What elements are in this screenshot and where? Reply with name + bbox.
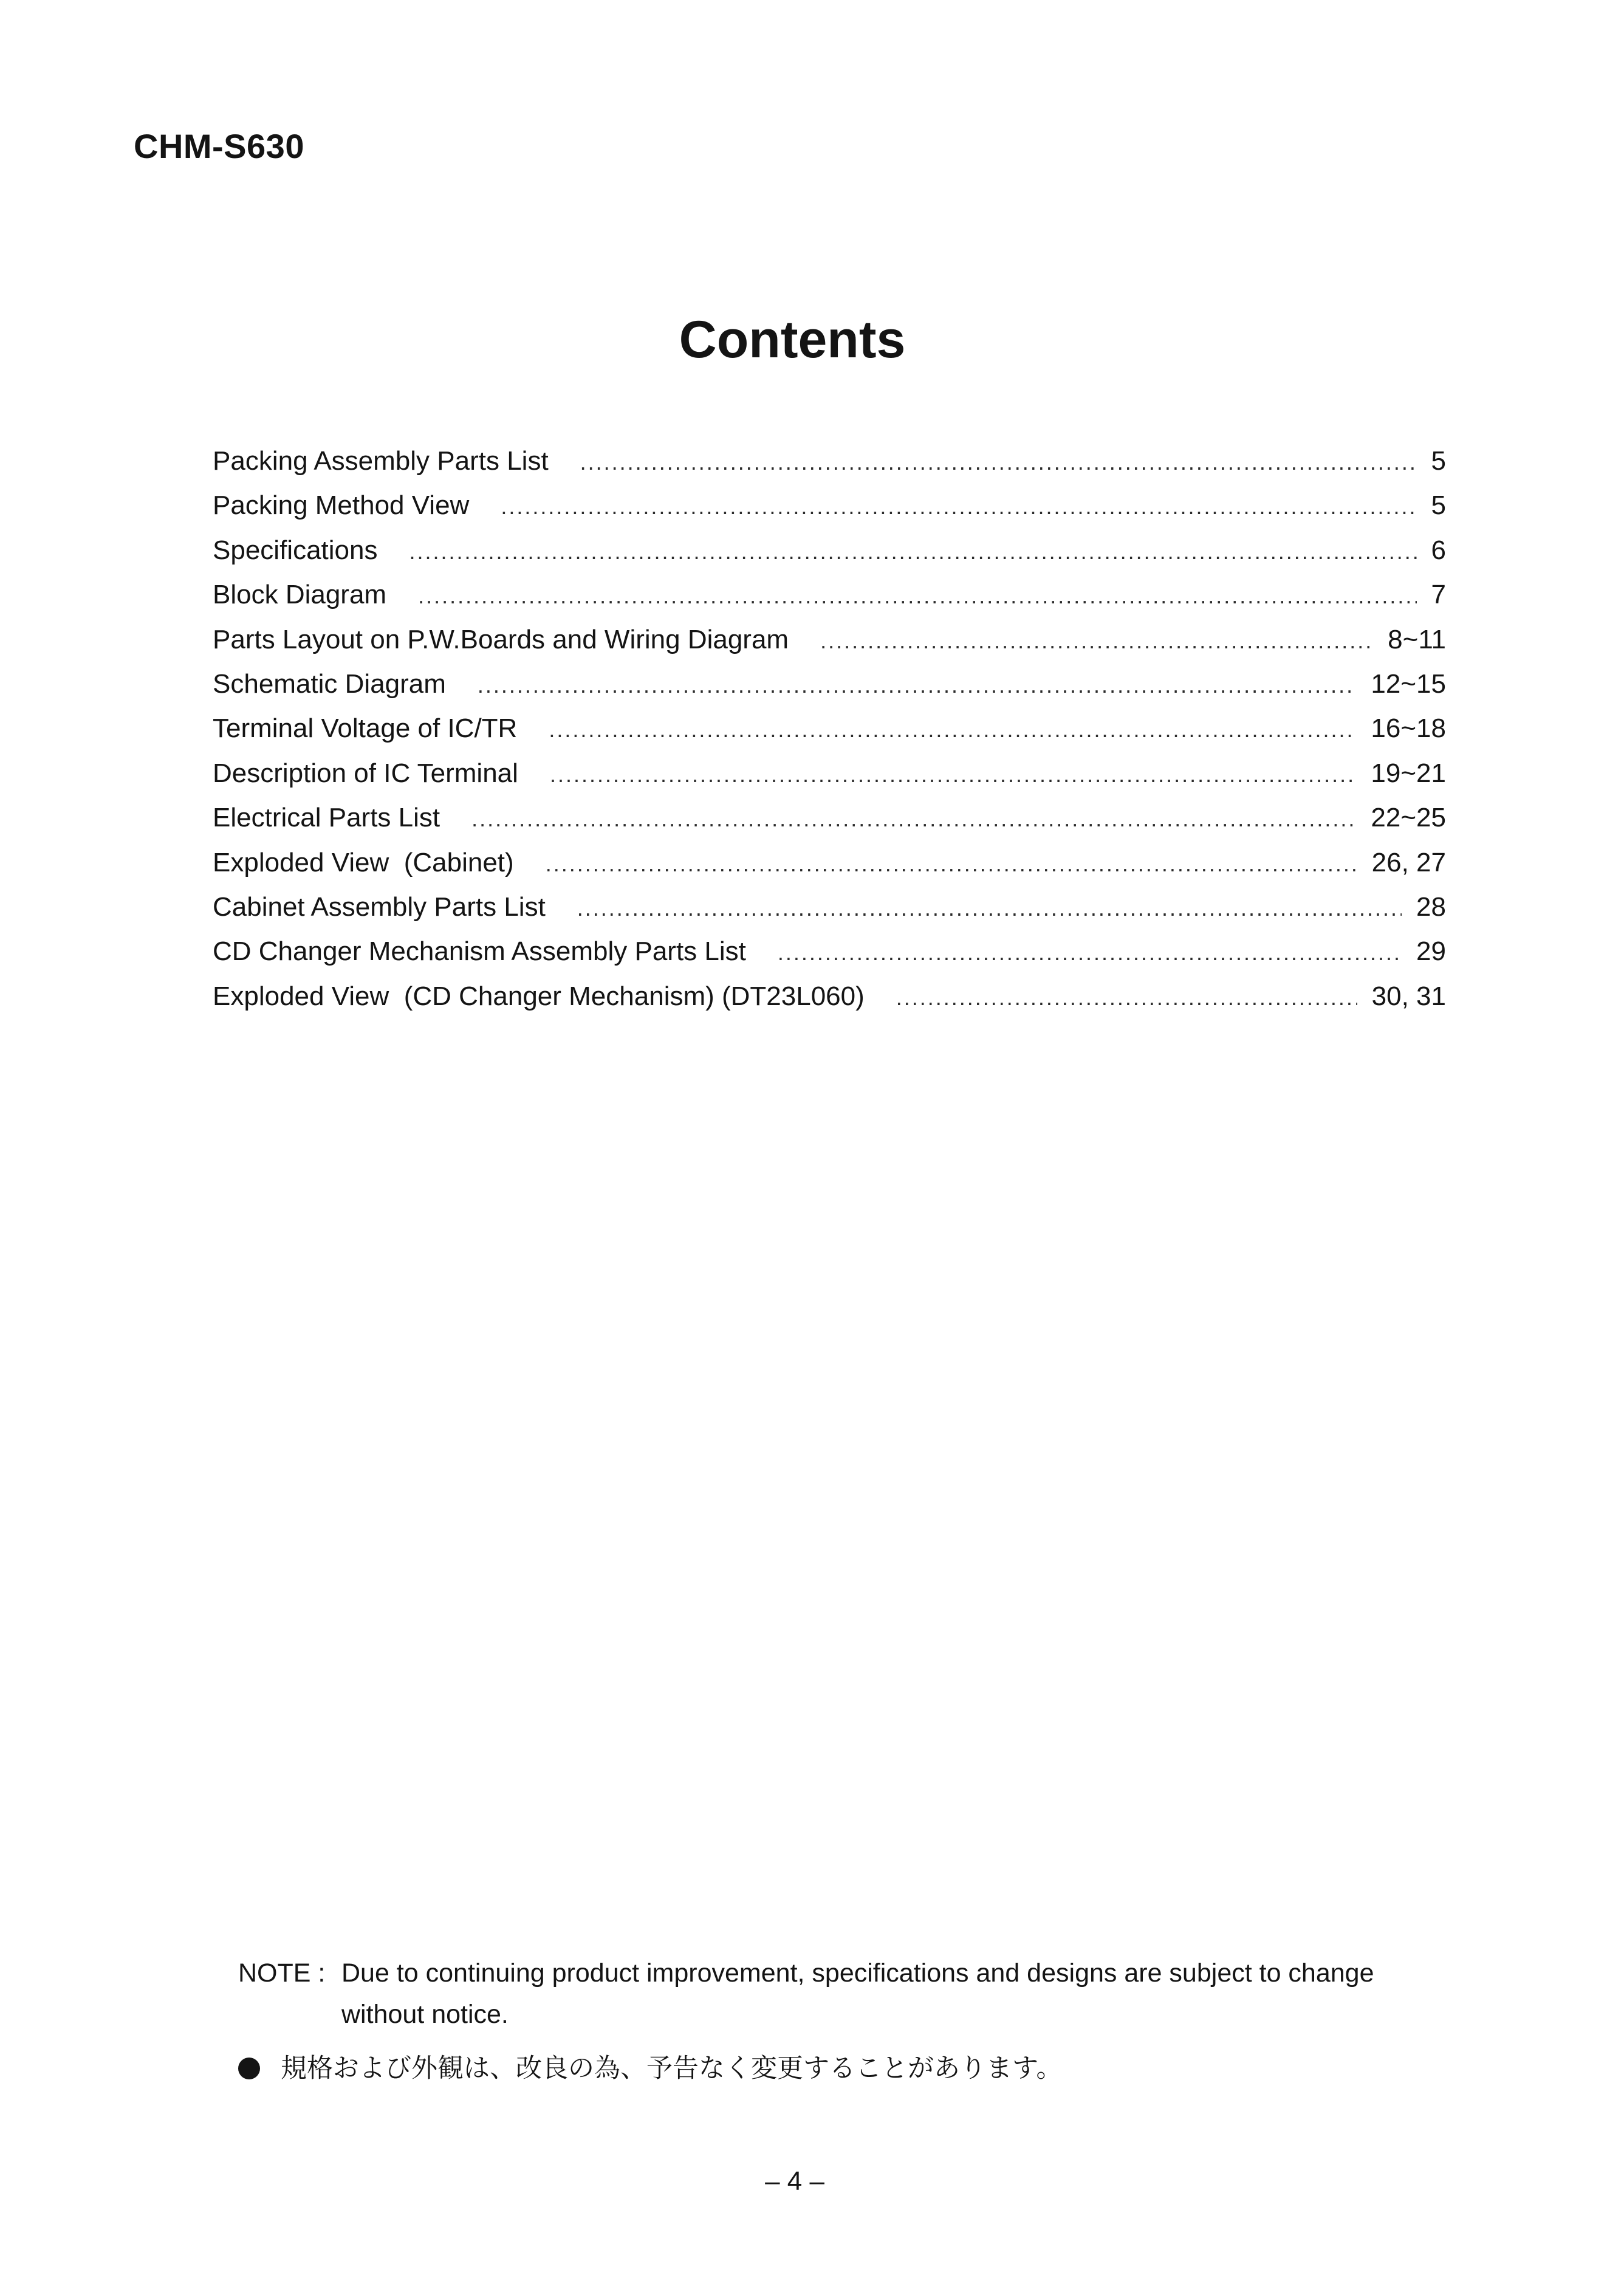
toc-leader-dots xyxy=(550,752,1356,797)
page-number: – 4 – xyxy=(765,2166,824,2196)
toc-leader-dots xyxy=(549,707,1356,752)
toc-entry-page: 28 xyxy=(1416,891,1446,922)
toc-entry-label: Block Diagram xyxy=(213,580,387,610)
toc-entry-label: CD Changer Mechanism Assembly Parts List xyxy=(213,936,746,967)
toc-entry-label: Electrical Parts List xyxy=(213,803,440,833)
toc-entry-page: 7 xyxy=(1431,580,1446,610)
toc-entry-label: Terminal Voltage of IC/TR xyxy=(213,713,518,744)
toc-entry-page: 5 xyxy=(1431,446,1446,476)
toc-entry xyxy=(213,929,1446,973)
note-text: Due to continuing product improvement, specifications and designs are subject to change without notice. xyxy=(341,1958,1374,2029)
toc-entry-page: 6 xyxy=(1431,535,1446,565)
toc-leader-dots xyxy=(580,440,1417,484)
toc-entry xyxy=(213,439,1446,483)
bullet-icon xyxy=(238,2058,260,2079)
toc-entry-page: 30, 31 xyxy=(1371,981,1446,1011)
toc-leader-dots xyxy=(418,574,1416,618)
toc-entry-label: Specifications xyxy=(213,535,378,565)
note-block xyxy=(238,1952,1380,2035)
toc-entry-label: Exploded View (Cabinet) xyxy=(213,847,514,877)
toc-entry-page: 29 xyxy=(1416,936,1446,967)
page-title: Contents xyxy=(679,311,906,369)
toc-entry-label: Packing Assembly Parts List xyxy=(213,446,549,476)
toc-entry xyxy=(213,528,1446,572)
toc-entry-page: 19~21 xyxy=(1371,758,1446,788)
toc-entry xyxy=(213,795,1446,840)
japanese-note xyxy=(238,2048,1063,2089)
toc-entry-page: 22~25 xyxy=(1371,803,1446,833)
note-label: NOTE : xyxy=(238,1958,326,1988)
toc-entry-page: 16~18 xyxy=(1371,713,1446,744)
toc-entry-label: Cabinet Assembly Parts List xyxy=(213,891,546,922)
toc-entry xyxy=(213,751,1446,795)
toc-entry xyxy=(213,483,1446,527)
toc-entry-page: 5 xyxy=(1431,490,1446,521)
toc-entry xyxy=(213,706,1446,750)
toc-entry-label: Description of IC Terminal xyxy=(213,758,518,788)
toc-entry xyxy=(213,662,1446,706)
toc-entry xyxy=(213,572,1446,617)
toc-entry-page: 12~15 xyxy=(1371,668,1446,699)
toc-leader-dots xyxy=(896,975,1357,1020)
toc-entry xyxy=(213,840,1446,885)
toc-entry xyxy=(213,974,1446,1018)
toc-leader-dots xyxy=(501,484,1416,529)
toc-leader-dots xyxy=(478,663,1357,707)
toc-leader-dots xyxy=(471,797,1356,841)
toc-leader-dots xyxy=(577,886,1402,930)
toc-entry-page: 26, 27 xyxy=(1371,847,1446,877)
toc-leader-dots xyxy=(778,930,1402,975)
model-number: CHM-S630 xyxy=(134,127,304,165)
toc-leader-dots xyxy=(820,619,1373,663)
table-of-contents xyxy=(213,439,1446,1018)
toc-leader-dots xyxy=(546,842,1357,886)
toc-leader-dots xyxy=(409,529,1416,574)
japanese-note-text: 規格および外観は、改良の為、予告なく変更することがあります。 xyxy=(281,2053,1063,2084)
toc-entry xyxy=(213,617,1446,662)
toc-entry xyxy=(213,885,1446,929)
toc-entry-page: 8~11 xyxy=(1388,624,1446,654)
toc-entry-label: Exploded View (CD Changer Mechanism) (DT23L060) xyxy=(213,981,865,1011)
toc-entry-label: Parts Layout on P.W.Boards and Wiring Diagram xyxy=(213,624,789,654)
toc-entry-label: Schematic Diagram xyxy=(213,668,446,699)
toc-entry-label: Packing Method View xyxy=(213,490,470,521)
